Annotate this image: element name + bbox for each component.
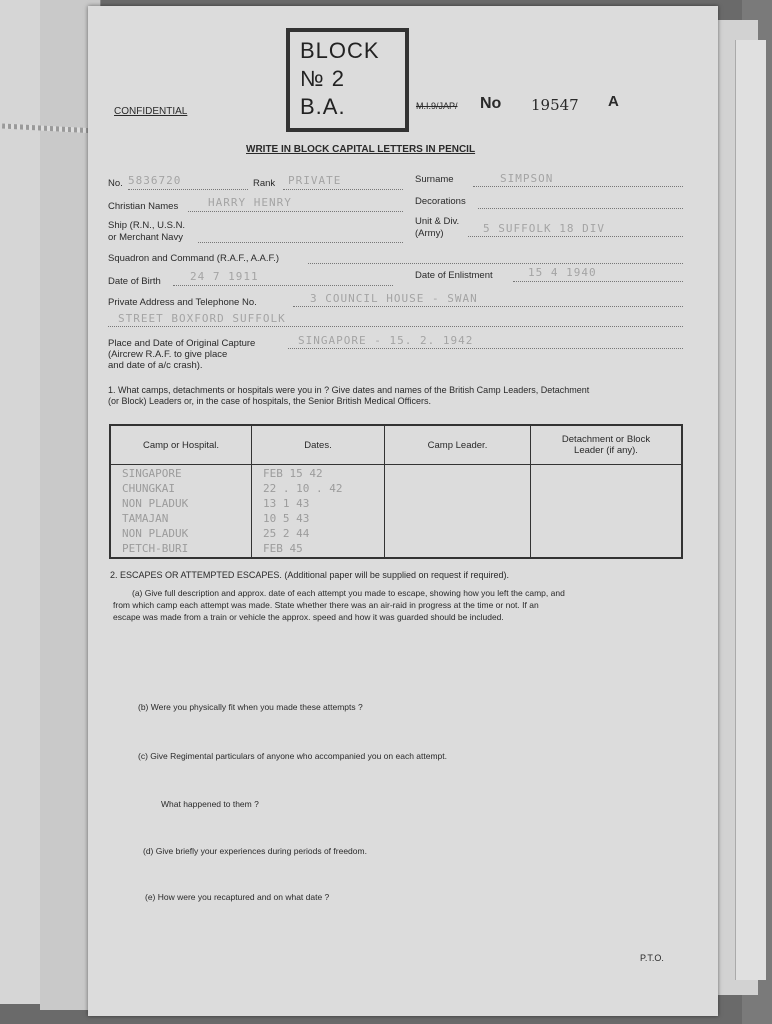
camp-column xyxy=(110,465,252,559)
ship-label: Ship (R.N., U.S.N. xyxy=(108,220,186,231)
camp-entry: TAMAJAN xyxy=(122,512,169,525)
dob-value: 24 7 1911 xyxy=(190,270,259,283)
section1-question-2: (or Block) Leaders or, in the case of hospitals, the Senior British Medical Officers. xyxy=(108,396,431,406)
address-value-2: STREET BOXFORD SUFFOLK xyxy=(118,312,286,325)
camp-entry: CHUNGKAI xyxy=(122,482,175,495)
unit-label-2: (Army) xyxy=(415,228,444,239)
section2-d: (d) Give briefly your experiences during periods of freedom. xyxy=(143,846,367,856)
confidential-label: CONFIDENTIAL xyxy=(114,106,188,117)
section2-title: 2. ESCAPES OR ATTEMPTED ESCAPES. (Additional paper will be supplied on request if required). xyxy=(110,570,510,580)
header-camp: Camp or Hospital. xyxy=(110,425,252,465)
enlistment-label: Date of Enlistment xyxy=(415,270,493,281)
date-entry: 22 . 10 . 42 xyxy=(263,482,343,495)
section2-e: (e) How were you recaptured and on what date ? xyxy=(145,892,330,902)
stamp-block-text: BLOCK xyxy=(300,38,380,63)
section2-c: (c) Give Regimental particulars of anyone who accompanied you on each attempt. xyxy=(138,751,447,761)
christian-names-label: Christian Names xyxy=(108,201,179,212)
camp-entry: NON PLADUK xyxy=(122,527,189,540)
header-dates: Dates. xyxy=(252,425,385,465)
section1-question-1: 1. What camps, detachments or hospitals were you in ? Give dates and names of the British Camp Leaders, Detachment xyxy=(108,385,590,395)
enlistment-value: 15 4 1940 xyxy=(528,266,597,279)
date-entry: 13 1 43 xyxy=(263,497,310,510)
section2-b: (b) Were you physically fit when you made these attempts ? xyxy=(138,702,363,712)
camp-entry: NON PLADUK xyxy=(122,497,189,510)
address-label: Private Address and Telephone No. xyxy=(108,297,257,308)
header-camp-leader: Camp Leader. xyxy=(385,425,531,465)
dob-label: Date of Birth xyxy=(108,276,161,287)
no-value: 5836720 xyxy=(128,174,182,187)
section2-c-followup: What happened to them ? xyxy=(161,799,259,809)
header-detachment-leader: Detachment or Block Leader (if any). xyxy=(531,425,683,465)
document-suffix: A xyxy=(608,93,619,110)
date-entry: FEB 15 42 xyxy=(263,467,323,480)
camp-leader-column xyxy=(385,465,531,559)
dates-column xyxy=(252,465,385,559)
stamp-number-text: № 2 xyxy=(300,66,345,91)
block-stamp xyxy=(286,28,409,132)
date-entry: 25 2 44 xyxy=(263,527,310,540)
camps-table xyxy=(109,424,683,559)
rank-label: Rank xyxy=(253,178,276,189)
pto-label: P.T.O. xyxy=(640,953,664,963)
unit-label: Unit & Div. xyxy=(415,216,460,227)
section2-a-line-2: from which camp each attempt was made. State whether there was an air-raid in progress at the time or not. If an xyxy=(113,600,539,610)
section2-a-line-1: (a) Give full description and approx. date of each attempt you made to escape, showing how you left the camp, and xyxy=(132,588,565,598)
date-entry: 10 5 43 xyxy=(263,512,310,525)
section2-a-line-3: escape was made from a train or vehicle the approx. speed and how it was guarded should be included. xyxy=(113,612,504,622)
detachment-leader-column xyxy=(531,465,683,559)
questionnaire-page xyxy=(88,6,718,1016)
capture-label-3: and date of a/c crash). xyxy=(108,360,203,371)
ship-label-2: or Merchant Navy xyxy=(108,232,183,243)
surname-label: Surname xyxy=(415,174,454,185)
instruction-heading: WRITE IN BLOCK CAPITAL LETTERS IN PENCIL xyxy=(246,144,476,155)
stamp-ba-text: B.A. xyxy=(300,94,346,119)
unit-value: 5 SUFFOLK 18 DIV xyxy=(483,222,605,235)
capture-label-2: (Aircrew R.A.F. to give place xyxy=(108,349,228,360)
date-entry: FEB 45 xyxy=(263,542,303,555)
number-label: No xyxy=(480,95,502,112)
underlying-page-right-2 xyxy=(735,40,766,980)
rank-value: PRIVATE xyxy=(288,174,342,187)
reference-code: M.I.9/JAP/ xyxy=(416,101,458,111)
address-value-1: 3 COUNCIL HOUSE - SWAN xyxy=(310,292,478,305)
document-number: 19547 xyxy=(531,96,579,114)
camp-entry: PETCH-BURI xyxy=(122,542,189,555)
squadron-label: Squadron and Command (R.A.F., A.A.F.) xyxy=(108,253,280,264)
christian-names-value: HARRY HENRY xyxy=(208,196,292,209)
capture-value: SINGAPORE - 15. 2. 1942 xyxy=(298,334,474,347)
surname-value: SIMPSON xyxy=(500,172,554,185)
decorations-label: Decorations xyxy=(415,196,466,207)
capture-label-1: Place and Date of Original Capture xyxy=(108,338,256,349)
camp-entry: SINGAPORE xyxy=(122,467,182,480)
no-label: No. xyxy=(108,178,123,189)
